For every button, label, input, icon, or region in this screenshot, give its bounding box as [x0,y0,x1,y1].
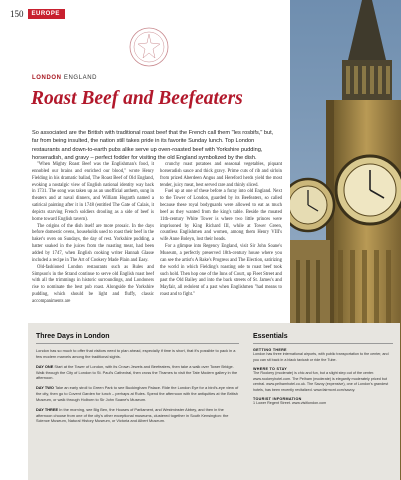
day-label: DAY ONE [36,363,54,369]
body-paragraph: Old-fashioned London restaurants such as Rules and Simpson's in the Strand continue to serve old English roast beef with all the trimmings in historic surroundings, and Londoners rise to nominate the best pub roast. Alongside the Yorkshire pudding, which should be light and fluffy, classic accompaniments are [32,264,154,304]
essentials-section-text: The Rookery (moderate) is chic and fun, but a slight step out of the center. www.rookeryhotel.com. The Pelham (moderate) is elegantly moderately priced but central. www.pelhamhotel.co.uk. The Savoy (expensive), one of London's grandest hotels, has been recently revitalized. www.fairmont.com/savoy. [253,371,389,392]
info-panel [28,323,400,480]
day-label: DAY TWO [36,385,54,391]
section-tag: EUROPE [28,9,65,19]
body-paragraph: "When Mighty Roast Beef was the Englishman's food, it ennobled our brains and enriched our blood," wrote Henry Fielding in his dramatic ballad, The Roast Beef of Old England, evoking a nostalgic view of English national identity way back in 1731. The song was taken up as an unofficial anthem, sung in theaters and at naval dinners, and William Hogarth named a satirical painting after it in 1748 (entitled The Gate of Calais, it depicts starving French soldiers drooling as a side of beef is borne toward English tavern). [32,162,154,222]
three-days-intro: London has so much to offer that visitors need to plan ahead, especially if time is short, that it's possible to pack in a few modern marvels among the traditional sights. [36,348,236,359]
essentials-section-label: TOURIST INFORMATION [253,397,302,401]
essentials-box [253,333,393,407]
day-item [36,407,239,425]
day-item [36,385,239,403]
page-number: 150 [10,9,24,19]
body-paragraph: crunchy roast potatoes and seasonal vegetables, piquant horseradish sauce and thick gravy. Prime cuts of rib and sirloin from prized Aberdeen Angus and Hereford herds yield the most tender, juicy meat, best served rare and thinly sliced. [160,162,282,188]
three-days-box [36,333,239,428]
essentials-section-label: WHERE TO STAY [253,367,287,371]
day-text: In the morning, see Big Ben, the Houses of Parliament, and Westminster Abbey, and then in the afternoon choose from one of the city's other exceptional museums, clustered together in South Kensington: the Science Museum, Natural History Museum, or Victoria and Albert Museum. [36,406,229,424]
location-kicker [32,75,97,81]
article-title: Roast Beef and Beefeaters [31,88,243,109]
day-label: DAY THREE [36,406,59,412]
body-paragraph: For a glimpse into Regency England, visit Sir John Soane's Museum, a perfectly preserved 18th-century house where you can see the artist's A Rake's Progress and The Election, satirizing the world in which Fielding's roasting ode to roast beef took such hold. Then hop one of the Inns of Court, up Fleet Street and past the Old Bailey and into the back streets of St. James's and Mayfair, all redolent of a past when Englishmen "had means to roast and to fight." [160,244,282,298]
page-header [0,0,290,28]
decorative-roundel-icon [128,26,170,68]
essentials-section-label: GETTING THERE [253,348,287,352]
essentials-heading: Essentials [253,333,393,344]
body-column-2 [160,162,282,299]
day-text: Start at the Tower of London, with its Crown Jewels and Beefeaters, then take a walk over Tower Bridge. Walk through the City of London to St. Paul's Cathedral, then cross the Thames to visit the Tate Modern gallery in the afternoon. [36,363,238,381]
day-text: Take an early stroll to Green Park to see Buckingham Palace. Ride the London Eye for a bird's-eye view of the city, then go to Covent Garden for lunch – perhaps at Rules. Spend the afternoon with the antiquities at the British Museum, or walk through Holborn to Sir John Soane's Museum. [36,385,239,402]
kicker-country: ENGLAND [63,75,98,81]
day-item [36,364,239,382]
article-intro: So associated are the British with traditional roast beef that the French call them "les rosbifs," but, far from being insulted, the nation still takes pride in its favorite Sunday lunch. Top London restaurants and down-to-earth pubs alike serve up oven-roasted beef with Yorkshire pudding, horseradish, and gravy – perfect fodder for visiting the old England symbolized by the dish. [32,130,274,162]
three-days-heading: Three Days in London [36,333,239,344]
body-paragraph: Fuel up at one of these before a foray into old England. Next to the Tower of London, guarded by its Beefeaters, so called because these royal bodyguards were allowed to eat as much beef as they wanted from the king's table. Beside the moated 11th-century White Tower is where two little princes were imprisoned by King Richard III, while at Tower Green, countless Englishmen and women, among them Henry VIII's wife Anne Boleyn, lost their heads. [160,189,282,243]
kicker-city: LONDON [32,75,62,81]
body-paragraph: The origins of the dish itself are more prosaic. In the days before domestic ovens, households used to roast their beef in the baker's oven on Sundays, the day of rest. Yorkshire pudding, a batter soaked in the juices from the roasting meat, had been added by 1747, when English cooking writer Hannah Glasse included a recipe in The Art of Cookery Made Plain and Easy. [32,223,154,263]
essentials-section-text: 1 Lower Regent Street. www.visitlondon.com [253,401,327,405]
essentials-section-text: London has three international airports, with public transportation to the center, and you can sit back in a black taxicab or ride the Tube. [253,352,389,362]
body-column-1 [32,162,154,306]
